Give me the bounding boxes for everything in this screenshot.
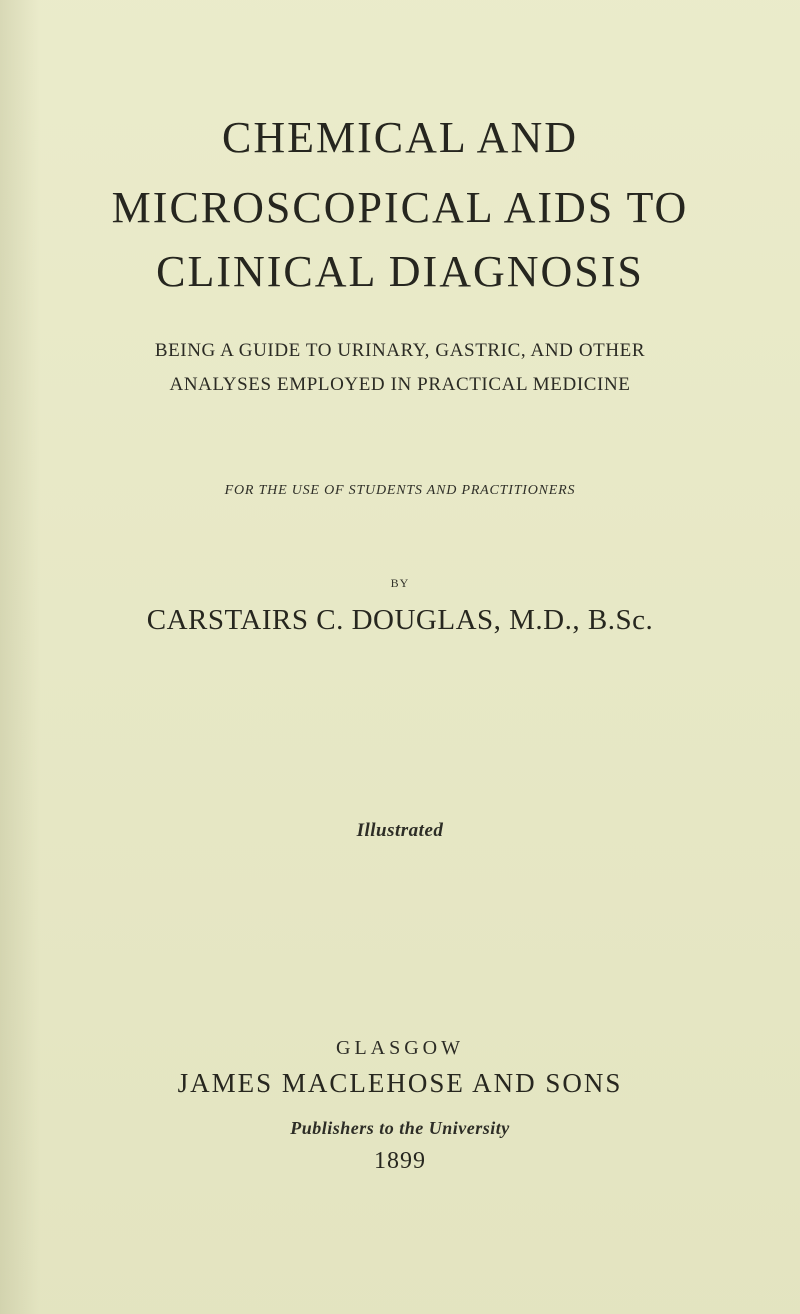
illustrated-label: Illustrated: [356, 820, 444, 841]
by-label: BY: [390, 576, 410, 590]
imprint-publisher-role: Publishers to the University: [290, 1118, 510, 1138]
title-line-2: MICROSCOPICAL AIDS TO: [111, 183, 689, 232]
author-name: CARSTAIRS C. DOUGLAS, M.D., B.Sc.: [146, 604, 654, 636]
title-line-1: CHEMICAL AND: [221, 113, 579, 162]
audience-line: FOR THE USE OF STUDENTS AND PRACTITIONERS: [224, 483, 576, 498]
subtitle-line-2: ANALYSES EMPLOYED IN PRACTICAL MEDICINE: [169, 374, 631, 395]
imprint-publisher: JAMES MACLEHOSE AND SONS: [177, 1068, 623, 1098]
imprint-city: GLASGOW: [336, 1037, 464, 1059]
subtitle-line-1: BEING A GUIDE TO URINARY, GASTRIC, AND OTHER: [154, 340, 646, 361]
imprint-year: 1899: [374, 1148, 426, 1174]
title-line-3: CLINICAL DIAGNOSIS: [156, 247, 644, 296]
